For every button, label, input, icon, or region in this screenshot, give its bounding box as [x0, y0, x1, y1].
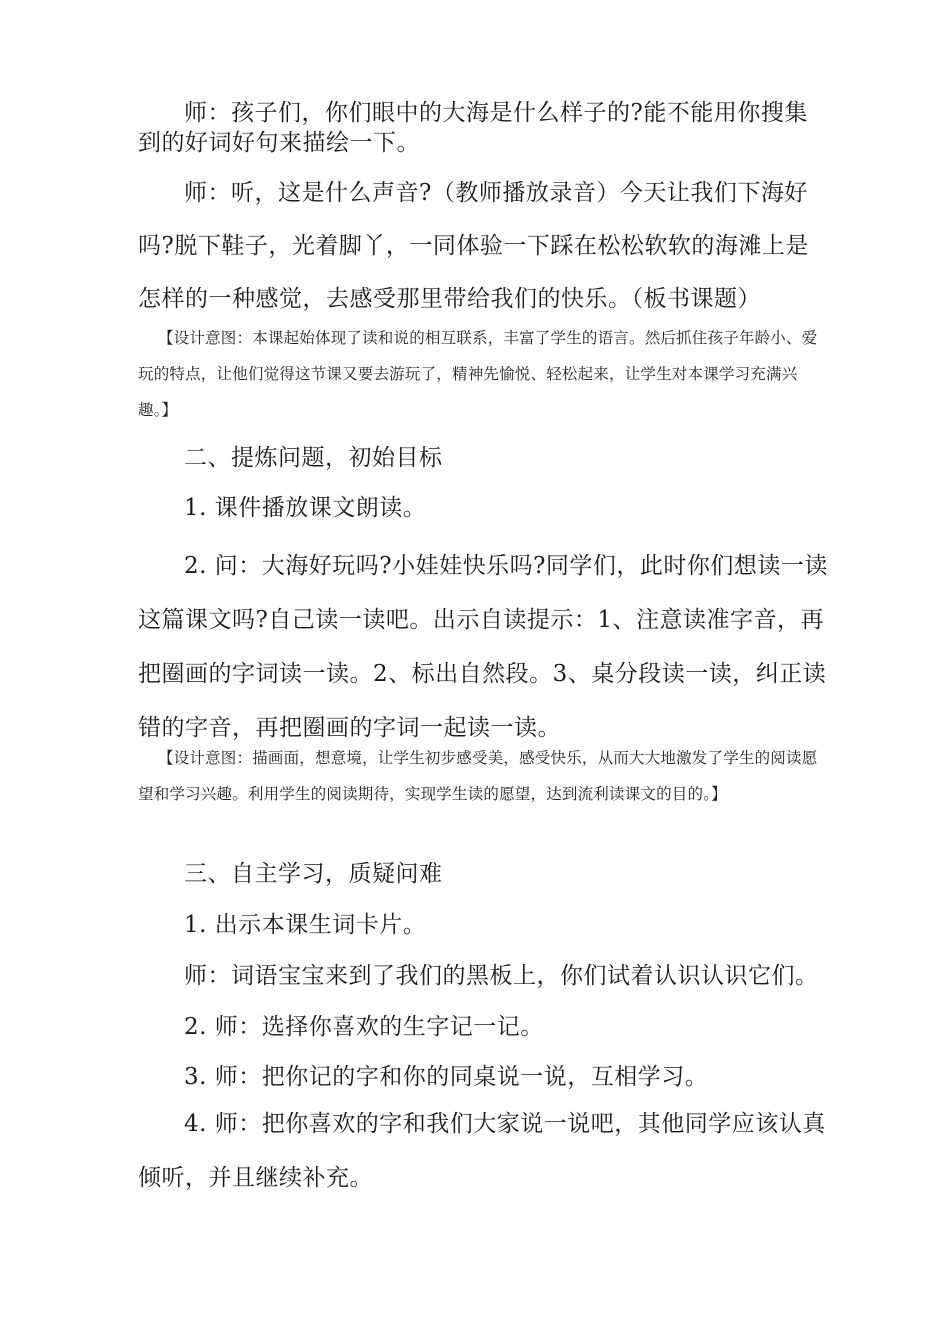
section-heading-2: 二、提炼问题，初始目标 [184, 445, 443, 471]
paragraph-teacher-listen: 师：听，这是什么声音?（教师播放录音）今天让我们下海好吗?脱下鞋子，光着脚丫，一同体验一下踩在松松软软的海滩上是怎样的一种感觉，去感受那里带给我们的快乐。（板书课题） [138, 180, 809, 312]
paragraph-item-word-cards: 1. 出示本课生词卡片。 [184, 912, 427, 938]
paragraph-item-share-with-class: 4. 师：把你喜欢的字和我们大家说一说吧，其他同学应该认真倾听，并且继续补充。 [138, 1111, 826, 1191]
paragraph-teacher-blackboard: 师：词语宝宝来到了我们的黑板上，你们试着认识认识它们。 [184, 963, 819, 989]
paragraph-item-desk-mate: 3. 师：把你记的字和你的同桌说一说，互相学习。 [184, 1064, 709, 1090]
design-intent-note-2: 【设计意图：描画面，想意境，让学生初步感受美，感受快乐，从而大大地激发了学生的阅读愿望和学习兴趣。利用学生的阅读期待，实现学生读的愿望，达到流利读课文的目的。】 [138, 749, 818, 803]
paragraph-teacher-sea-question: 师：孩子们，你们眼中的大海是什么样子的?能不能用你搜集到的好词好句来描绘一下。 [138, 100, 808, 156]
paragraph-item-play-reading: 1. 课件播放课文朗读。 [184, 495, 427, 521]
paragraph-item-ask-questions: 2. 问：大海好玩吗?小娃娃快乐吗?同学们，此时你们想读一读这篇课文吗?自己读一读吧。出示自读提示：1、注意读准字音，再把圈画的字词读一读。2、标出自然段。3、桌分段读一读，纠正读错的字音，再把圈画的字词一起读一读。 [138, 553, 828, 741]
design-intent-note-1: 【设计意图：本课起始体现了读和说的相互联系，丰富了学生的语言。然后抓住孩子年龄小、爱玩的特点，让他们觉得这节课又要去游玩了，精神先愉悦、轻松起来，让学生对本课学习充满兴趣。】 [138, 329, 818, 419]
paragraph-item-choose-character: 2. 师：选择你喜欢的生字记一记。 [184, 1014, 544, 1040]
section-heading-3: 三、自主学习，质疑问难 [184, 861, 443, 887]
